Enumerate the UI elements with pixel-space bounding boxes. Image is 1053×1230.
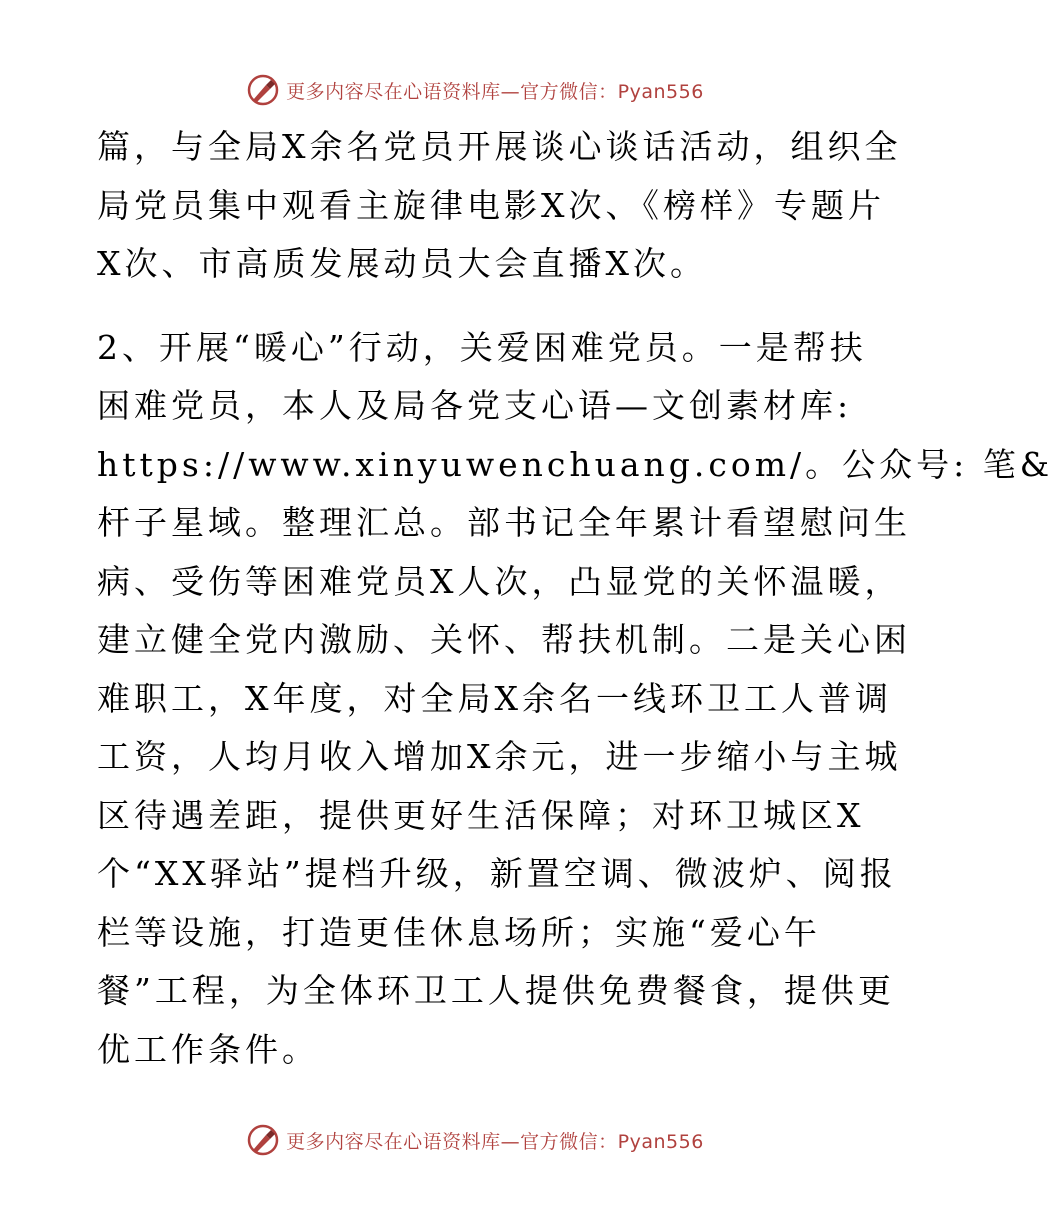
- text-line: 篇，与全局X余名党员开展谈心谈话活动，组织全: [97, 127, 902, 166]
- text-line: X次、市高质发展动员大会直播X次。: [97, 244, 707, 283]
- header-watermark-text: 更多内容尽在心语资料库—官方微信：Pyan556: [286, 80, 704, 103]
- pen-nib-logo-icon: [246, 73, 280, 107]
- footer-watermark: [0, 1120, 950, 1160]
- paragraph-2: [97, 319, 1053, 1080]
- text-line: 区待遇差距，提供更好生活保障；对环卫城区X: [97, 795, 865, 835]
- text-line: 杆子星域。整理汇总。部书记全年累计看望慰问生: [97, 503, 911, 542]
- text-line: 优工作条件。: [97, 1029, 319, 1069]
- text-line-url: https://www.xinyuwenchuang.com/。公众号: 笔&: [97, 444, 1053, 484]
- paragraph-1: [97, 118, 902, 294]
- paragraph-gap: [97, 294, 867, 319]
- text-line: 困难党员，本人及局各党支心语—文创素材库:: [97, 386, 853, 425]
- text-line: 局党员集中观看主旋律电影X次、《榜样》专题片: [97, 185, 885, 225]
- document-body: [97, 118, 1053, 1079]
- text-line: 难职工，X年度，对全局X余名一线环卫工人普调: [97, 678, 892, 718]
- pen-nib-logo-icon: [246, 1123, 280, 1157]
- text-line: 工资，人均月收入增加X余元，进一步缩小与主城: [97, 737, 902, 776]
- text-line: 2、开展“暖心”行动，关爱困难党员。一是帮扶: [97, 327, 867, 367]
- text-line: 栏等设施，打造更佳休息场所；实施“爱心午: [97, 912, 821, 952]
- text-line: 病、受伤等困难党员X人次，凸显党的关怀温暖，: [97, 561, 902, 601]
- header-watermark: [0, 70, 950, 110]
- text-line: 建立健全党内激励、关怀、帮扶机制。二是关心困: [97, 620, 911, 659]
- text-line: 个“XX驿站”提档升级，新置空调、微波炉、阅报: [97, 854, 897, 893]
- text-line: 餐”工程，为全体环卫工人提供免费餐食，提供更: [97, 971, 895, 1010]
- footer-watermark-text: 更多内容尽在心语资料库—官方微信：Pyan556: [286, 1130, 704, 1153]
